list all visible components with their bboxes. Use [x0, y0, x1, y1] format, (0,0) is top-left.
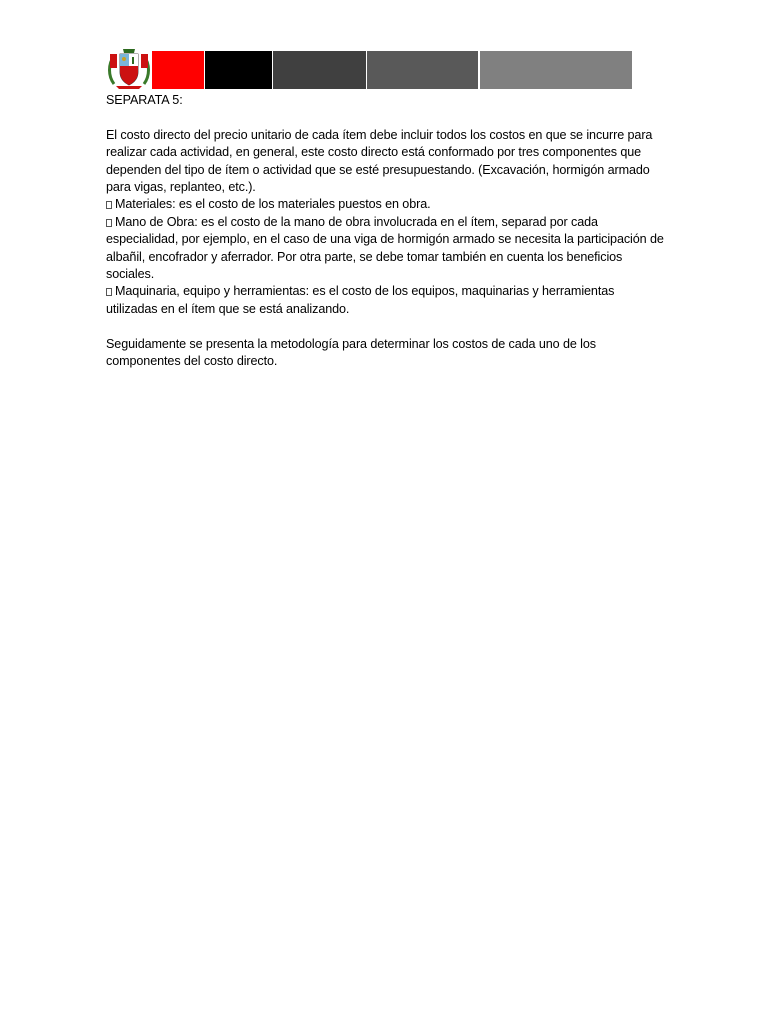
header-band-black — [205, 51, 272, 89]
header-band-gray — [367, 51, 478, 89]
bullet-icon — [106, 201, 112, 209]
intro-paragraph: El costo directo del precio unitario de cada ítem debe incluir todos los costos en que se incurre para realizar cada actividad, en general, este costo directo está conformado por tres componentes que dependen del tipo de ítem o actividad que se esté presupuestando. (Excavación, hormigón armado para vigas, replanteo, etc.). — [106, 127, 653, 195]
list-item-text: Materiales: es el costo de los materiales puestos en obra. — [115, 197, 431, 212]
bullet-icon — [106, 288, 112, 296]
document-heading: SEPARATA 5: — [106, 93, 183, 107]
list-item — [106, 196, 666, 213]
closing-paragraph: Seguidamente se presenta la metodología para determinar los costos de cada uno de los componentes del costo directo. — [106, 336, 596, 369]
bullet-icon — [106, 219, 112, 227]
coat-of-arms-icon — [106, 46, 152, 90]
list-item — [106, 214, 666, 284]
list-item — [106, 283, 666, 318]
header-band-dark-gray — [273, 51, 366, 89]
list-item-text: Maquinaria, equipo y herramientas: es el costo de los equipos, maquinarias y herramientas utilizadas en el ítem que se está analizando. — [106, 284, 615, 316]
header-band-light-gray — [480, 51, 632, 89]
list-item-text: Mano de Obra: es el costo de la mano de obra involucrada en el ítem, separad por cada especialidad, por ejemplo, en el caso de una viga de hormigón armado se necesita la participación de albañil, encofrador y aferrador. Por otra parte, se debe tomar también en cuenta los beneficios sociales. — [106, 214, 664, 282]
paragraph-gap — [106, 318, 666, 335]
document-body — [106, 92, 666, 370]
header-banner — [106, 46, 636, 90]
header-band-red — [152, 51, 204, 89]
